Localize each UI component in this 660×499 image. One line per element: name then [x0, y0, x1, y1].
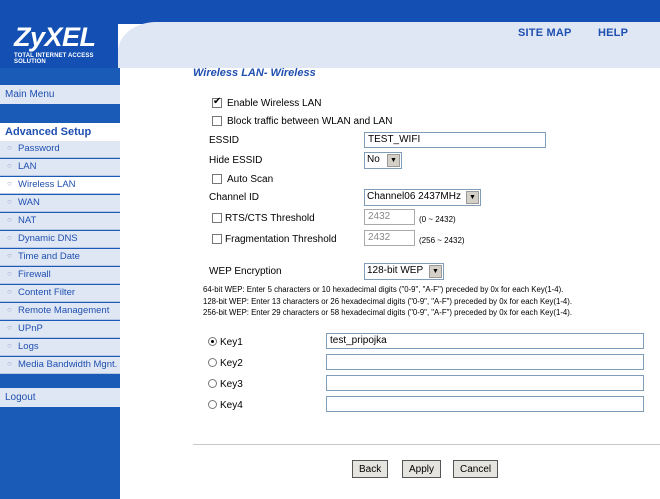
- fragmentation-range: (256 ~ 2432): [419, 236, 465, 245]
- sidebar-item-label: NAT: [18, 215, 37, 226]
- main-menu-section: [0, 85, 120, 104]
- zyxel-logo: ZyXEL: [14, 22, 96, 52]
- note-64bit: 64-bit WEP: Enter 5 characters or 10 hexadecimal digits ("0-9", "A-F") preceded by 0x for each Key(1-4).: [203, 285, 564, 294]
- sidebar-item-firewall[interactable]: [0, 267, 120, 284]
- sidebar-item-label: Media Bandwidth Mgnt.: [18, 359, 118, 370]
- bullet-icon: ○: [7, 323, 12, 332]
- bullet-icon: ○: [7, 305, 12, 314]
- rts-cts-input[interactable]: 2432: [364, 209, 415, 225]
- bullet-icon: ○: [7, 233, 12, 242]
- channel-id-select[interactable]: [364, 189, 481, 206]
- wep-encryption-label: WEP Encryption: [209, 266, 282, 277]
- essid-label: ESSID: [209, 135, 240, 146]
- sidebar-item-label: Time and Date: [18, 251, 80, 262]
- chevron-down-icon: ▼: [429, 265, 442, 278]
- key4-label: Key4: [220, 400, 243, 411]
- block-traffic-label: Block traffic between WLAN and LAN: [227, 116, 393, 127]
- cancel-button[interactable]: Cancel: [453, 460, 498, 478]
- essid-input[interactable]: TEST_WIFI: [364, 132, 546, 148]
- key1-label: Key1: [220, 337, 243, 348]
- fragmentation-checkbox[interactable]: [212, 234, 222, 244]
- sidebar-item-logs[interactable]: [0, 339, 120, 356]
- enable-wireless-label: Enable Wireless LAN: [227, 98, 322, 109]
- channel-id-value: Channel06 2437MHz: [367, 191, 461, 202]
- hide-essid-label: Hide ESSID: [209, 155, 263, 166]
- divider: [193, 444, 660, 445]
- fragmentation-label: Fragmentation Threshold: [225, 234, 337, 245]
- bullet-icon: ○: [7, 161, 12, 170]
- sidebar-item-label: Content Filter: [18, 287, 76, 298]
- logout-section: [0, 388, 120, 407]
- hide-essid-select[interactable]: [364, 152, 402, 169]
- bullet-icon: ○: [7, 341, 12, 350]
- bullet-icon: ○: [7, 359, 12, 368]
- wep-encryption-value: 128-bit WEP: [367, 265, 424, 276]
- key3-radio[interactable]: [208, 379, 217, 388]
- sidebar-item-upnp[interactable]: [0, 321, 120, 338]
- logout-link[interactable]: Logout: [5, 392, 36, 403]
- sidebar-item-media-bandwidth[interactable]: [0, 357, 120, 374]
- back-button[interactable]: Back: [352, 460, 388, 478]
- main-menu-link[interactable]: Main Menu: [5, 89, 55, 100]
- sidebar-item-lan[interactable]: [0, 159, 120, 176]
- brand-tagline: TOTAL INTERNET ACCESS SOLUTION: [14, 53, 94, 65]
- enable-wireless-checkbox[interactable]: [212, 98, 222, 108]
- wep-encryption-select[interactable]: [364, 263, 444, 280]
- rts-cts-label: RTS/CTS Threshold: [225, 213, 315, 224]
- site-map-link[interactable]: SITE MAP: [518, 27, 572, 39]
- channel-id-label: Channel ID: [209, 192, 260, 203]
- bullet-icon: ○: [7, 179, 12, 188]
- block-traffic-checkbox[interactable]: [212, 116, 222, 126]
- top-bar-curve: [118, 22, 660, 68]
- sidebar-item-label: Dynamic DNS: [18, 233, 78, 244]
- key2-radio[interactable]: [208, 358, 217, 367]
- advanced-setup-section: [0, 123, 120, 141]
- sidebar-item-label: Wireless LAN: [18, 179, 76, 190]
- bullet-icon: ○: [7, 197, 12, 206]
- sidebar-item-remote-management[interactable]: [0, 303, 120, 320]
- key2-label: Key2: [220, 358, 243, 369]
- key3-label: Key3: [220, 379, 243, 390]
- logo-area: [0, 0, 118, 70]
- sidebar-item-label: Password: [18, 143, 60, 154]
- bullet-icon: ○: [7, 269, 12, 278]
- sidebar-item-label: Logs: [18, 341, 39, 352]
- key4-input[interactable]: [326, 396, 644, 412]
- advanced-setup-heading: Advanced Setup: [5, 126, 92, 138]
- bullet-icon: ○: [7, 287, 12, 296]
- fragmentation-input[interactable]: 2432: [364, 230, 415, 246]
- sidebar-item-label: Firewall: [18, 269, 51, 280]
- key1-radio[interactable]: [208, 337, 217, 346]
- key4-radio[interactable]: [208, 400, 217, 409]
- key1-input[interactable]: test_pripojka: [326, 333, 644, 349]
- sidebar-item-wan[interactable]: [0, 195, 120, 212]
- rts-cts-checkbox[interactable]: [212, 213, 222, 223]
- help-link[interactable]: HELP: [598, 27, 629, 39]
- sidebar-item-content-filter[interactable]: [0, 285, 120, 302]
- bullet-icon: ○: [7, 143, 12, 152]
- bullet-icon: ○: [7, 215, 12, 224]
- hide-essid-value: No: [367, 154, 380, 165]
- page-title: Wireless LAN- Wireless: [193, 67, 316, 79]
- auto-scan-label: Auto Scan: [227, 174, 274, 185]
- sidebar-item-label: WAN: [18, 197, 40, 208]
- sidebar-item-time-and-date[interactable]: [0, 249, 120, 266]
- key2-input[interactable]: [326, 354, 644, 370]
- sidebar-item-nat[interactable]: [0, 213, 120, 230]
- sidebar-item-wireless-lan[interactable]: [0, 177, 120, 194]
- sidebar-item-label: LAN: [18, 161, 37, 172]
- rts-cts-range: (0 ~ 2432): [419, 215, 456, 224]
- chevron-down-icon: ▼: [387, 154, 400, 167]
- sidebar: [0, 68, 120, 499]
- apply-button[interactable]: Apply: [402, 460, 441, 478]
- note-128bit: 128-bit WEP: Enter 13 characters or 26 hexadecimal digits ("0-9", "A-F") preceded by 0x for each Key(1-4).: [203, 297, 573, 306]
- key3-input[interactable]: [326, 375, 644, 391]
- bullet-icon: ○: [7, 251, 12, 260]
- auto-scan-checkbox[interactable]: [212, 174, 222, 184]
- sidebar-item-label: UPnP: [18, 323, 43, 334]
- sidebar-item-label: Remote Management: [18, 305, 110, 316]
- sidebar-item-password[interactable]: [0, 141, 120, 158]
- sidebar-item-dynamic-dns[interactable]: [0, 231, 120, 248]
- note-256bit: 256-bit WEP: Enter 29 characters or 58 hexadecimal digits ("0-9", "A-F") preceded by 0x for each Key(1-4).: [203, 308, 573, 317]
- chevron-down-icon: ▼: [466, 191, 479, 204]
